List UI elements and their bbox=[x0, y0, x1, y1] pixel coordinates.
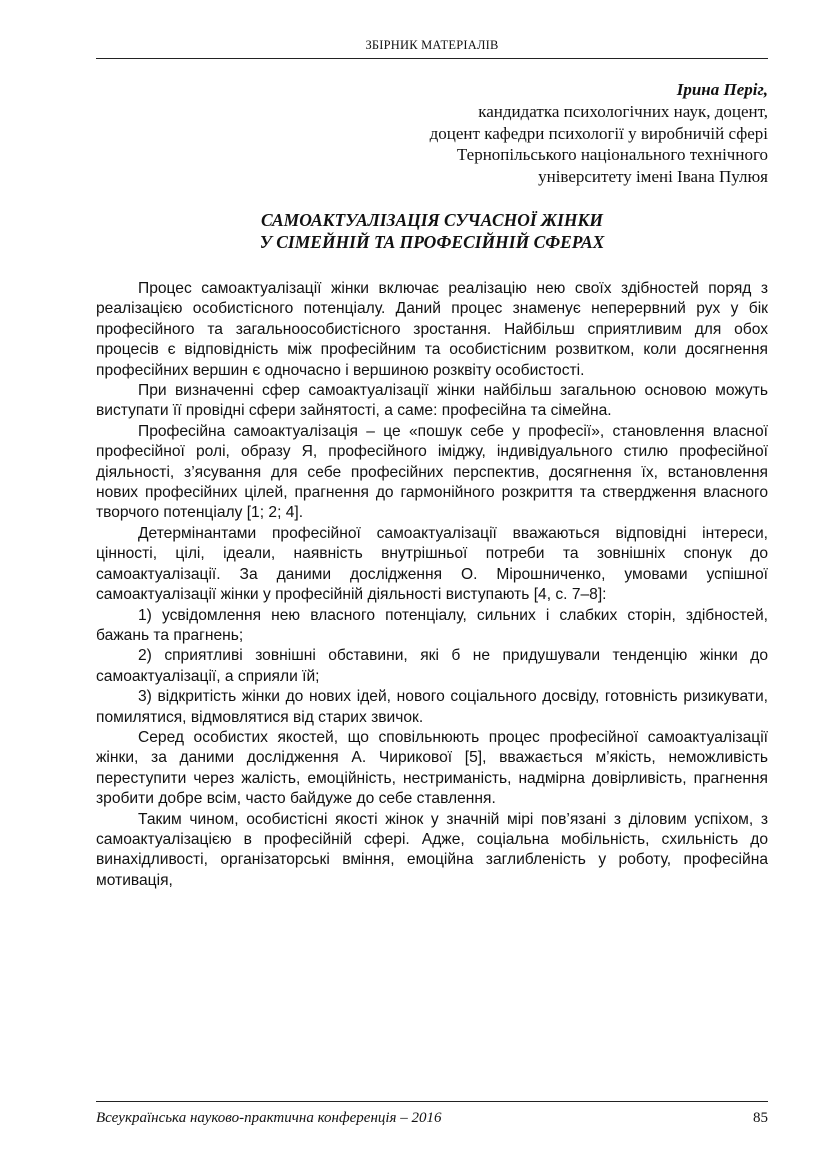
list-item: 1) усвідомлення нею власного потенціалу, сильних і слабких сторін, здібностей, бажань та прагнень; bbox=[96, 606, 768, 644]
paragraph: Таким чином, особистісні якості жінок у значній мірі пов’язані з діловим успіхом, з самоактуалізацією в професійній сфері. Адже, соціальна мобільність, схильність до винахідливості, організаторські вміння, емоційна заглибленість у роботу, професійна мотивація, bbox=[96, 810, 768, 889]
header-divider bbox=[96, 58, 768, 59]
author-affiliation-line: Тернопільського національного технічного bbox=[456, 145, 768, 165]
paragraph: Процес самоактуалізації жінки включає реалізацію нею своїх здібностей поряд з реалізацією особистісного потенціалу. Даний процес знаменує неперервний рух у бік професійного та загальноособистісного зростання. Найбільш сприятливим для обох процесів є відповідність між професійним та особистісним розвитком, коли досягнення професійних вершин є одночасно і вершиною розквіту особистості. bbox=[96, 280, 768, 379]
footer-divider bbox=[96, 1101, 768, 1102]
title-line: У СІМЕЙНІЙ ТА ПРОФЕСІЙНІЙ СФЕРАХ bbox=[259, 232, 605, 252]
author-name: Ірина Періг, bbox=[676, 80, 768, 99]
title-line: САМОАКТУАЛІЗАЦІЯ СУЧАСНОЇ ЖІНКИ bbox=[260, 210, 604, 230]
footer-conference: Всеукраїнська науково-практична конференція – 2016 bbox=[96, 1110, 442, 1126]
author-affiliation-line: доцент кафедри психології у виробничій сфері bbox=[429, 123, 768, 143]
author-block bbox=[430, 79, 768, 188]
author-affiliation-line: кандидатка психологічних наук, доцент, bbox=[478, 101, 768, 121]
author-affiliation-line: університету імені Івана Пулюя bbox=[538, 167, 768, 187]
page-number: 85 bbox=[753, 1110, 768, 1126]
paragraph: При визначенні сфер самоактуалізації жінки найбільш загальною основою можуть виступати її провідні сфери зайнятості, а саме: професійна та сімейна. bbox=[96, 382, 768, 420]
article-body bbox=[96, 279, 768, 891]
paragraph: Серед особистих якостей, що сповільнюють процес професійної самоактуалізації жінки, за даними дослідження А. Чирикової [5], вважається м’якість, неможливість переступити через жалість, емоційність, нестриманість, надмірна довірливість, прагнення зробити добре всім, часто байдуже до себе ставлення. bbox=[96, 728, 768, 808]
list-item: 2) сприятливі зовнішні обставини, які б не придушували тенденцію жінки до самоактуалізації, а сприяли їй; bbox=[96, 647, 768, 685]
paragraph: Детермінантами професійної самоактуалізації вважаються відповідні інтереси, цінності, цілі, ідеали, наявність внутрішньої потреби та зовнішніх спонук до самоактуалізації. За даними дослідження О. Мірошниченко, умовами успішної самоактуалізації жінки у професійній діяльності виступають [4, с. 7–8]: bbox=[96, 524, 768, 604]
paragraph: Професійна самоактуалізація – це «пошук себе у професії», становлення власної професійної ролі, образу Я, професійного іміджу, індивідуального стилю професійної діяльності, з’ясування для себе професійних перспектив, досягнення їх, встановлення нових професійних цілей, прагнення до гармонійного розкриття та ствердження власного творчого потенціалу [1; 2; 4]. bbox=[96, 422, 768, 522]
article-title bbox=[96, 209, 768, 253]
running-header: ЗБІРНИК МАТЕРІАЛІВ bbox=[365, 38, 499, 52]
list-item: 3) відкритість жінки до нових ідей, нового соціального досвіду, готовність ризикувати, помилятися, відмовлятися від старих звичок. bbox=[96, 688, 768, 726]
